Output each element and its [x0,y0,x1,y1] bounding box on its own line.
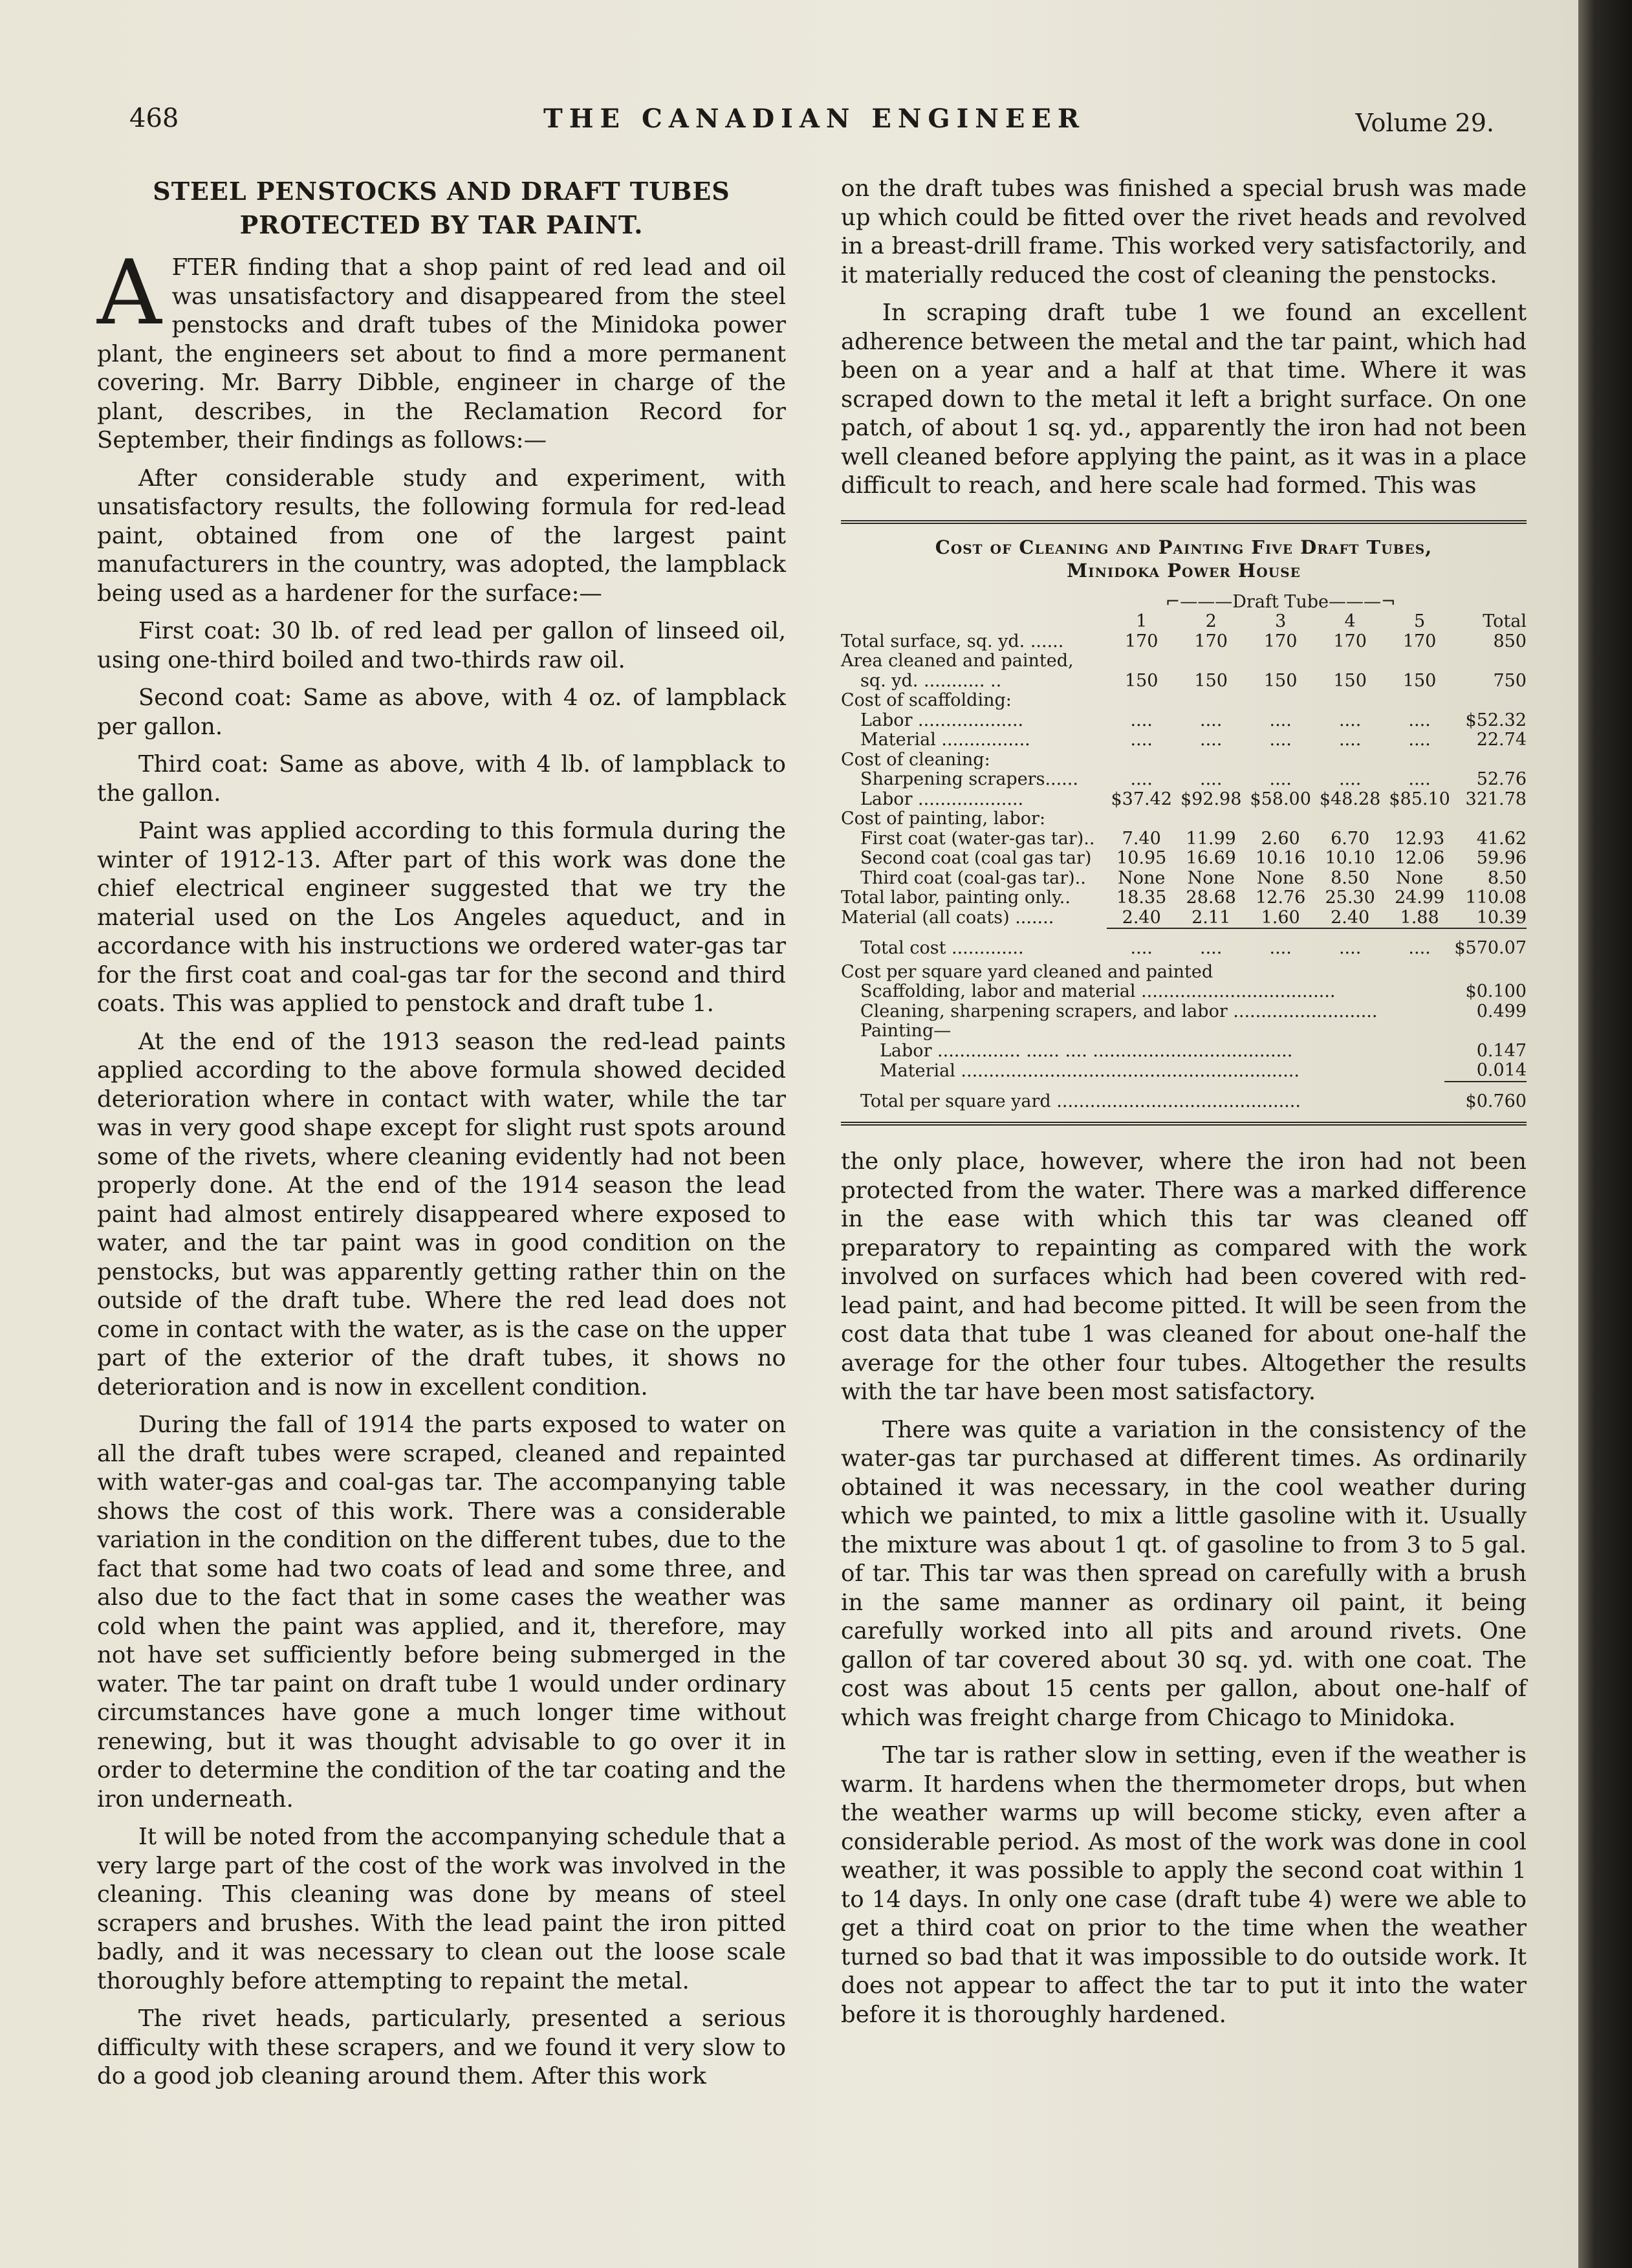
paragraph: During the fall of 1914 the parts exposed to water on all the draft tubes were scraped, cleaned and repainted with water-gas and coal-gas tar. The accompanying table shows the cost of this work. There was a considerable variation in the condition on the different tubes, due to the fact that some had two coats of lead and some three, and also due to the fact that in some cases the weather was cold when the paint was applied, and it, therefore, may not have set sufficiently before being submerged in the water. The tar paint on draft tube 1 would under ordinary circumstances have gone a much longer time without renewing, but it was thought advisable to go over it in order to determine the condition of the tar coating and the iron underneath. [97,1412,786,1813]
row-total: 750 [1493,670,1527,691]
table-row [841,711,1527,731]
cpsy-value: 0.499 [1476,1001,1527,1021]
row-total: 22.74 [1476,730,1527,750]
cell-value: 2.40 [1107,908,1176,929]
cell-value: 10.10 [1325,848,1375,868]
cell-value: None [1118,867,1166,888]
cell-value: .... [1269,710,1292,730]
cell-value: 10.16 [1256,848,1306,868]
volume-label: Volume 29. [1355,109,1494,137]
row-total: $52.32 [1465,710,1527,730]
cpsy-label: Labor ............... ...... .... .................................... [880,1040,1293,1061]
table-row [841,770,1527,790]
row-total: 59.96 [1476,848,1527,868]
cell-value: .... [1269,769,1292,789]
cell-value: .... [1269,730,1292,750]
cost-per-square-yard-table [841,963,1527,1112]
row-label: Cost of cleaning: [841,749,990,770]
row-total [1454,691,1527,711]
cpsy-total-label: Total per square yard ............................................ [860,1091,1301,1111]
table-row [841,849,1527,869]
table-row [841,908,1527,929]
cpsy-label: Cleaning, sharpening scrapers, and labor .......................... [860,1001,1378,1021]
paragraph: First coat: 30 lb. of red lead per gallon of linseed oil, using one-third boiled and two-thirds raw oil. [97,618,786,673]
running-header [129,104,1494,142]
table-spacer [841,928,1527,939]
drop-cap: A [97,241,162,345]
column-header: 4 [1344,611,1356,631]
cell-value [1385,809,1454,829]
cell-value: 170 [1124,631,1159,651]
row-label: Second coat (coal gas tar) [860,848,1092,868]
cell-value: 1.60 [1246,908,1315,929]
cell-value: 2.60 [1261,828,1300,849]
row-total: 52.76 [1476,769,1527,789]
cell-value [1176,651,1245,671]
cpsy-value: 0.014 [1444,1061,1527,1082]
cell-value: .... [1130,730,1153,750]
cpsy-row [841,1002,1527,1022]
cell-value [1107,750,1176,770]
cell-value: .... [1269,938,1292,958]
cpsy-header: Cost per square yard cleaned and painted [841,961,1213,982]
article-title [97,175,786,242]
row-total: 110.08 [1465,888,1527,908]
row-total: 321.78 [1465,789,1527,809]
cell-value: 150 [1263,670,1298,691]
table-title-line-2: Minidoka Power House [1067,559,1301,582]
cell-value [1246,651,1315,671]
total-cost-label: Total cost ............. [860,938,1024,958]
cell-value: .... [1200,730,1223,750]
cell-value: 150 [1194,670,1228,691]
table-row [841,869,1527,889]
cell-value [1315,809,1384,829]
column-header: 1 [1136,611,1148,631]
cell-value: .... [1408,730,1431,750]
column-header: 3 [1275,611,1287,631]
cell-value: 170 [1194,631,1228,651]
table-row [841,809,1527,829]
row-label: Total labor, painting only.. [841,888,1071,908]
cell-value: 12.93 [1394,828,1445,849]
paragraph: The tar is rather slow in setting, even if the weather is warm. It hardens when the thermometer drops, but when the weather warms up will become sticky, even after a considerable period. As most of the work was done in cool weather, it was possible to apply the second coat within 1 to 14 days. In only one case (draft tube 4) were we able to get a third coat on prior to the time when the weather turned so bad that it was impossible to do outside work. It does not appear to affect the tar to put it into the water before it is thoroughly hardened. [841,1742,1527,2028]
table-header-row [841,612,1527,632]
row-label: Labor ................... [860,710,1024,730]
cell-value [1246,809,1315,829]
cell-value: 2.40 [1315,908,1384,929]
cell-value: 150 [1402,670,1437,691]
cell-value [1107,691,1176,711]
cell-value: .... [1408,938,1431,958]
right-column [841,175,1527,2038]
article-title-line-1: STEEL PENSTOCKS AND DRAFT TUBES [153,177,730,206]
cell-value: $85.10 [1389,789,1450,809]
cpsy-header-row [841,963,1527,983]
cell-value: .... [1130,769,1153,789]
cell-value [1176,691,1245,711]
cell-value: 150 [1333,670,1367,691]
table-spacer [841,1082,1527,1092]
cell-value: .... [1408,710,1431,730]
cost-table [841,593,1527,959]
total-cost-value: $570.07 [1454,938,1527,958]
table-row [841,671,1527,692]
cell-value: 25.30 [1325,888,1375,908]
cell-value: .... [1200,710,1223,730]
cell-value: .... [1338,769,1362,789]
column-header: 5 [1414,611,1426,631]
cpsy-label: Scaffolding, labor and material ................................... [860,981,1336,1001]
table-row [841,651,1527,671]
page-edge-shadow [1578,0,1632,2268]
cell-value [1107,809,1176,829]
row-label: Cost of painting, labor: [841,809,1046,829]
row-total: 10.39 [1454,908,1527,929]
cell-value: $37.42 [1111,789,1172,809]
row-label: First coat (water-gas tar).. [860,828,1095,849]
row-label: Sharpening scrapers...... [860,769,1078,789]
cpsy-label: Material ............................................................. [880,1060,1300,1081]
cell-value: 11.99 [1186,828,1236,849]
cell-value [1315,750,1384,770]
spacer-cell [841,1082,1444,1092]
row-total [1454,750,1527,770]
table-row [841,829,1527,849]
paragraph [97,241,786,455]
row-total: 850 [1493,631,1527,651]
cell-value: .... [1408,769,1431,789]
cell-value [1176,750,1245,770]
page-number: 468 [129,104,179,133]
cell-value: .... [1200,938,1223,958]
table-row [841,632,1527,652]
table-row [841,750,1527,770]
cell-value: $58.00 [1250,789,1311,809]
cell-value [1385,691,1454,711]
cell-value: .... [1130,938,1153,958]
cpsy-row [841,1041,1527,1062]
row-total: 41.62 [1476,828,1527,849]
cpsy-row [841,982,1527,1002]
paragraph: Paint was applied according to this formula during the winter of 1912-13. After part of this work was done the chief electrical engineer suggested that we try the material used on the Los Angeles aqueduct, and in accordance with his instructions we ordered water-gas tar for the first coat and coal-gas tar for the second and third coats. This was applied to penstock and draft tube 1. [97,818,786,1017]
cell-value: None [1257,867,1305,888]
cell-value: $48.28 [1319,789,1381,809]
paragraph: Second coat: Same as above, with 4 oz. of lampblack per gallon. [97,684,786,740]
cell-value: $92.98 [1180,789,1242,809]
journal-name: THE CANADIAN ENGINEER [543,104,1086,134]
cell-value: None [1395,867,1444,888]
cell-value: 18.35 [1116,888,1167,908]
row-label: Material ................ [860,730,1030,750]
paragraph: It will be noted from the accompanying schedule that a very large part of the cost of the work was involved in the cleaning. This cleaning was done by means of steel scrapers and brushes. With the lead paint the iron pitted badly, and it was necessary to clean out the loose scale thoroughly before attempting to repaint the metal. [97,1824,786,1994]
cell-value: .... [1338,730,1362,750]
cpsy-label: Painting— [860,1021,952,1041]
cell-value: 170 [1333,631,1367,651]
row-label: sq. yd. ........... .. [860,670,1002,691]
cpsy-value [1444,1021,1527,1041]
row-label: Third coat (coal-gas tar).. [860,867,1086,888]
table-row [841,730,1527,750]
paragraph: The rivet heads, particularly, presented a serious difficulty with these scrapers, and we found it very slow to do a good job cleaning around them. After this work [97,2005,786,2089]
table-row [841,790,1527,810]
cell-value [1315,651,1384,671]
table-title [841,536,1527,582]
article-title-line-2: PROTECTED BY TAR PAINT. [239,210,644,239]
cpsy-row [841,1061,1527,1082]
cell-value [1385,750,1454,770]
spacer-cell [841,928,1107,939]
cell-value [1107,651,1176,671]
cell-value: 8.50 [1331,867,1370,888]
cell-value: 7.40 [1122,828,1161,849]
cell-value [1315,691,1384,711]
cell-value: 16.69 [1186,848,1236,868]
cpsy-total-value: $0.760 [1465,1091,1527,1111]
cell-value: 12.06 [1394,848,1445,868]
cost-table-box [841,520,1527,1126]
row-label: Labor ................... [860,789,1024,809]
cell-value: 24.99 [1394,888,1445,908]
cell-value: .... [1130,710,1153,730]
left-column [97,175,786,2100]
paragraph: In scraping draft tube 1 we found an excellent adherence between the metal and the tar paint, which had been on a year and a half at that time. Where it was scraped down to the metal it left a bright surface. On one patch, of about 1 sq. yd., apparently the iron had not been well cleaned before applying the paint, as it was in a place difficult to reach, and here scale had formed. This was [841,300,1527,499]
draft-tube-group-header: Draft Tube [1232,591,1329,612]
cpsy-row [841,1021,1527,1041]
paragraph: There was quite a variation in the consistency of the water-gas tar purchased at different times. As ordinarily obtained it was necessary, in the cool weather during which we painted, to mix a little gasoline with it. Usually the mixture was about 1 qt. of gasoline to from 3 to 5 gal. of tar. This tar was then spread on carefully with a brush in the same manner as ordinary oil paint, it being carefully worked into all pits and around rivets. One gallon of tar covered about 30 sq. yd. with one coat. The cost was about 15 cents per gallon, about one-half of which was freight charge from Chicago to Minidoka. [841,1416,1527,1731]
paragraph-text: FTER finding that a shop paint of red lead and oil was unsatisfactory and disappeared from the steel penstocks and draft tubes of the Minidoka power plant, the engineers set about to find a more permanent covering. Mr. Barry Dibble, engineer in charge of the plant, describes, in the Reclamation Record for September, their findings as follows:— [97,254,786,453]
cell-value [1246,691,1315,711]
row-total: 8.50 [1487,867,1527,888]
paragraph: on the draft tubes was finished a special brush was made up which could be fitted over the rivet heads and revolved in a breast-drill frame. This worked very satisfactorily, and it materially reduced the cost of cleaning the penstocks. [841,175,1527,289]
cpsy-value: 0.147 [1476,1040,1527,1061]
cell-value: 170 [1402,631,1437,651]
cell-value: .... [1200,769,1223,789]
row-label: Area cleaned and painted, [841,651,1074,671]
column-header: 2 [1205,611,1217,631]
paragraph: the only place, however, where the iron had not been protected from the water. There was a marked difference in the ease with which this tar was cleaned off preparatory to repainting as compared with the work involved on surfaces which had been covered with red-lead paint, and had become pitted. It will be seen from the cost data that tube 1 was cleaned for about one-half the average for the other four tubes. Altogether the results with the tar have been most satisfactory. [841,1148,1527,1405]
paragraph: Third coat: Same as above, with 4 lb. of lampblack to the gallon. [97,751,786,807]
cell-value: 6.70 [1331,828,1370,849]
cell-value: 2.11 [1176,908,1245,929]
cell-value: 170 [1263,631,1298,651]
paragraph: At the end of the 1913 season the red-lead paints applied according to the above formula showed decided deterioration where in contact with water, while the tar was in very good shape except for slight rust spots around some of the rivets, where cleaning evidently had not been properly done. At the end of the 1914 season the lead paint had almost entirely disappeared where exposed to water, and the tar paint was in good condition on the penstocks, but was apparently getting rather thin on the outside of the draft tube. Where the red lead does not come in contact with the water, as is the case on the upper part of the exterior of the draft tubes, it shows no deterioration and is now in excellent condition. [97,1028,786,1401]
total-cost-row [841,939,1527,959]
cell-value: .... [1338,710,1362,730]
cell-value: 150 [1124,670,1159,691]
cpsy-value: $0.100 [1465,981,1527,1001]
cell-value: None [1187,867,1235,888]
table-title-line-1: Cost of Cleaning and Painting Five Draft Tubes, [935,536,1433,558]
table-group-header-row: ⌐———Draft Tube———¬ [1165,591,1396,612]
cell-value: 1.88 [1385,908,1454,929]
cell-value: 10.95 [1116,848,1167,868]
row-label: Cost of scaffolding: [841,690,1012,710]
cell-value [1385,651,1454,671]
paragraph: After considerable study and experiment, with unsatisfactory results, the following formula for red-lead paint, obtained from one of the largest paint manufacturers in the country, was adopted, the lampblack being used as a hardener for the surface:— [97,464,786,607]
cell-value: 28.68 [1186,888,1236,908]
cell-value: 12.76 [1256,888,1306,908]
cell-value [1246,750,1315,770]
row-label: Total surface, sq. yd. ...... [841,631,1064,651]
total-column-header: Total [1483,611,1527,631]
row-label: Material (all coats) ....... [841,908,1054,928]
cell-value: .... [1338,938,1362,958]
table-row [841,691,1527,711]
cell-value [1176,809,1245,829]
row-total [1454,809,1527,829]
table-row [841,888,1527,908]
row-total [1454,651,1527,671]
cpsy-total-row [841,1092,1527,1112]
